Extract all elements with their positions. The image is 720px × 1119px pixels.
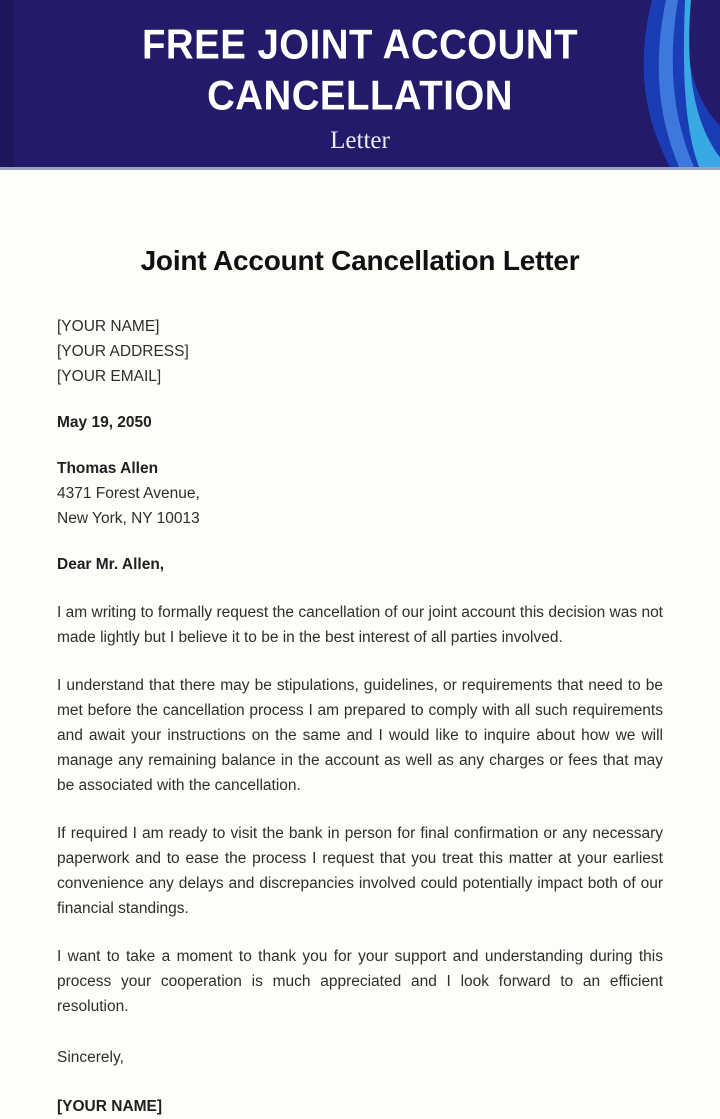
closing: Sincerely, bbox=[57, 1049, 124, 1066]
letter-date: May 19, 2050 bbox=[57, 414, 152, 431]
banner bbox=[0, 0, 720, 170]
paragraph-2: I understand that there may be stipulations, guidelines, or requirements that need to be met before the cancellation process I am prepared to comply with all such requirements and await your instructions on the same and I would like to inquire about how we will manage any remaining balance in the account as well as any charges or fees that may be associated with the cancellation. bbox=[57, 677, 663, 794]
paragraph-3: If required I am ready to visit the bank in person for final confirmation or any necessary paperwork and to ease the process I request that you treat this matter at your earliest convenience any delays and discrepancies involved could potentially impact both of our financial standings. bbox=[57, 825, 663, 917]
salutation-block bbox=[57, 552, 663, 577]
sender-email-placeholder: [YOUR EMAIL] bbox=[57, 368, 162, 385]
banner-title-line2: CANCELLATION bbox=[207, 73, 513, 119]
sender-block bbox=[57, 314, 663, 389]
paragraph-4: I want to take a moment to thank you for your support and understanding during this process your cooperation is much appreciated and I look forward to an efficient resolution. bbox=[57, 948, 663, 1015]
banner-subtitle: Letter bbox=[330, 127, 390, 154]
sender-address-placeholder: [YOUR ADDRESS] bbox=[57, 343, 189, 360]
recipient-address-line2: New York, NY 10013 bbox=[57, 510, 200, 527]
recipient-block bbox=[57, 456, 663, 531]
date-block bbox=[57, 410, 663, 435]
banner-title-group bbox=[0, 0, 720, 156]
letter-body bbox=[0, 243, 720, 1119]
recipient-name: Thomas Allen bbox=[57, 460, 159, 477]
recipient-address-line1: 4371 Forest Avenue, bbox=[57, 485, 200, 502]
banner-title-line1: FREE JOINT ACCOUNT bbox=[141, 22, 579, 68]
sender-name-placeholder: [YOUR NAME] bbox=[57, 318, 160, 335]
salutation: Dear Mr. Allen, bbox=[57, 556, 165, 573]
signature-placeholder: [YOUR NAME] bbox=[57, 1098, 163, 1115]
document-title: Joint Account Cancellation Letter bbox=[140, 245, 580, 276]
paragraph-1: I am writing to formally request the cancellation of our joint account this decision was not made lightly but I believe it to be in the best interest of all parties involved. bbox=[57, 604, 663, 646]
signature-block bbox=[57, 1094, 663, 1119]
closing-block bbox=[57, 1045, 663, 1070]
